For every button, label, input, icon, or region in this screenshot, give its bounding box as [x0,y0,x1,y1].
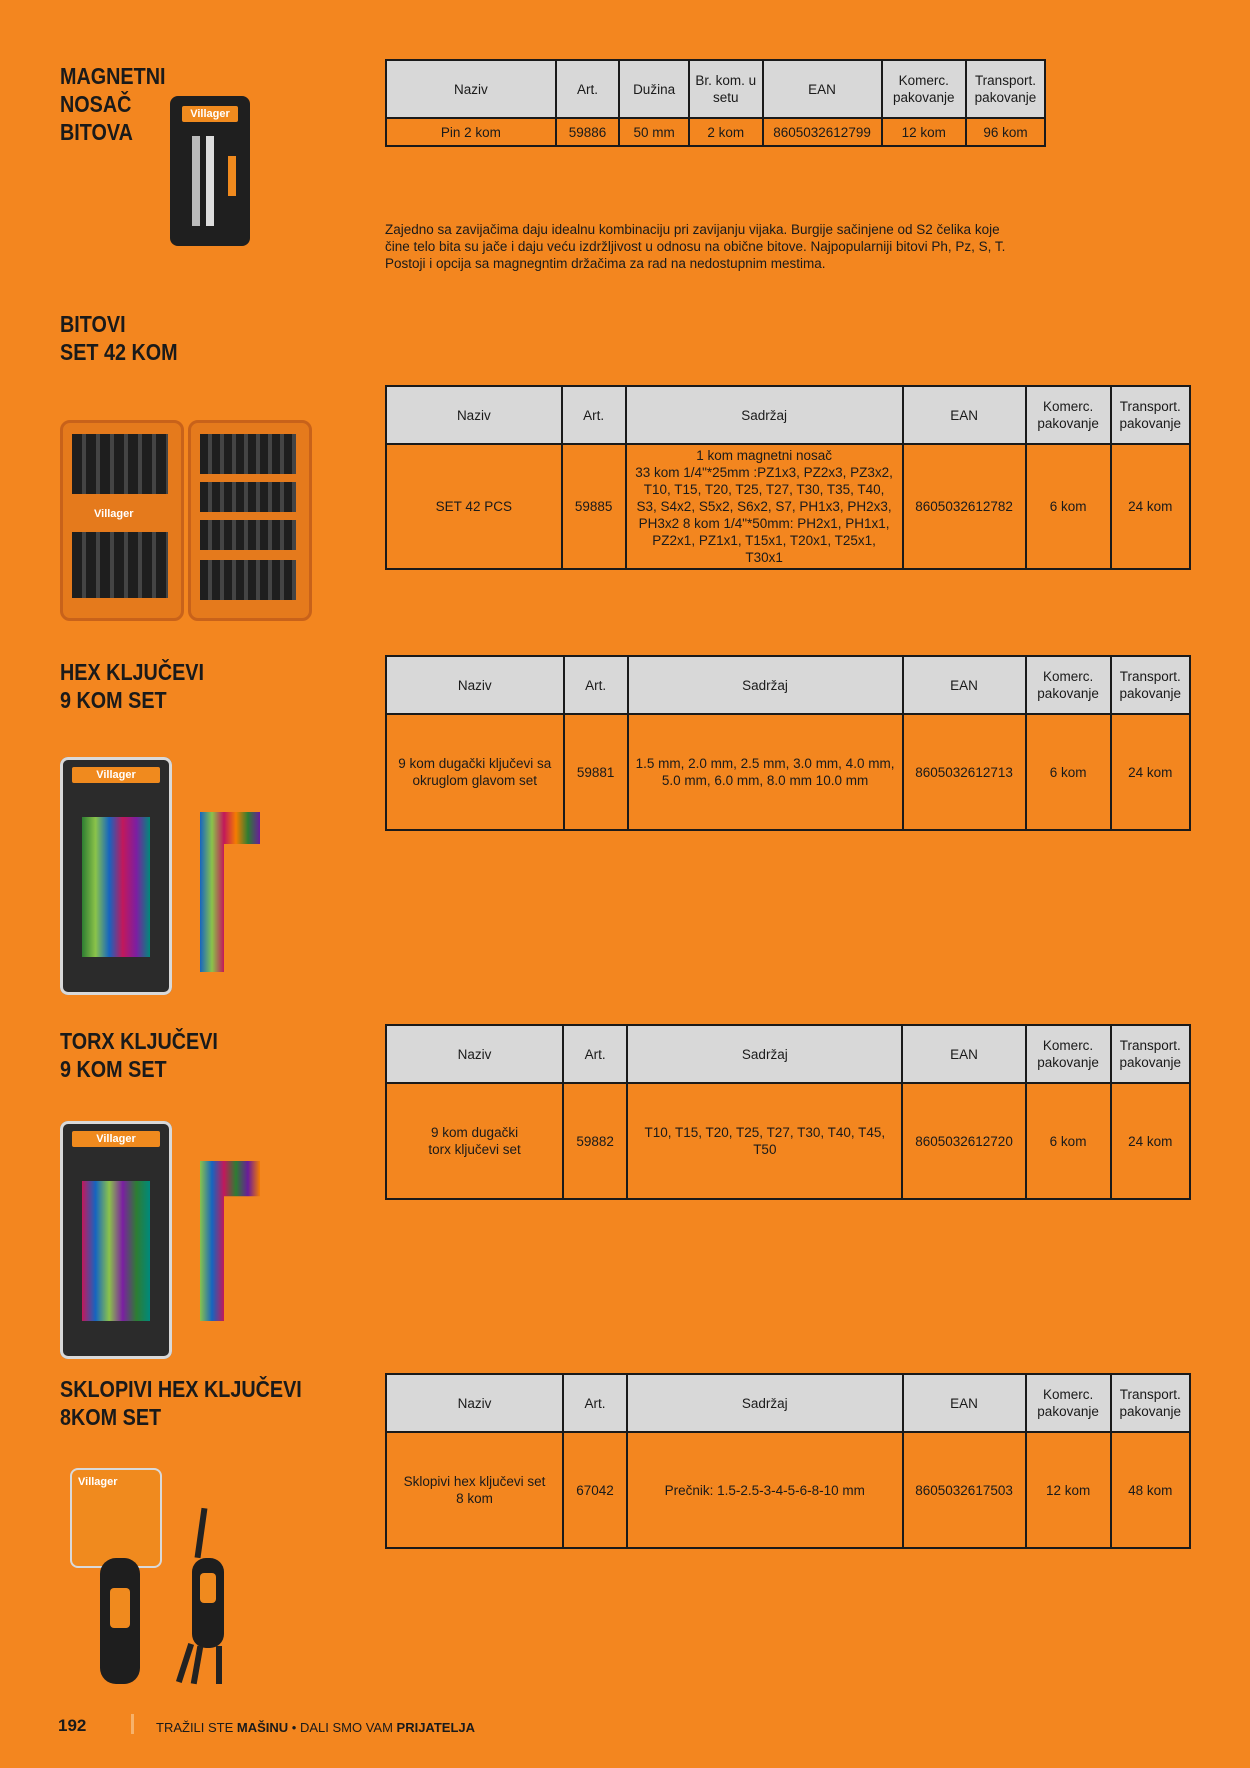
header-duzina: Dužina [619,60,689,118]
cell-komerc: 6 kom [1026,714,1111,830]
header-ean: EAN [903,386,1026,444]
cell-transport: 24 kom [1111,714,1190,830]
footer-slogan [156,1720,475,1735]
cell-br-kom: 2 kom [689,118,763,146]
bit-set-case-image [60,420,310,615]
cell-transport: 24 kom [1111,444,1190,569]
header-naziv: Naziv [386,60,556,118]
section-title: HEX KLJUČEVI 9 KOM SET [60,659,204,713]
cell-transport: 24 kom [1111,1083,1190,1199]
header-ean: EAN [763,60,882,118]
product-description: Zajedno sa zavijačima daju idealnu kombinaciju pri zavijanju vijaka. Burgije sačinjene od S2 čelika koje čine telo bita su jače i daju veću izdržljivost u odnosu na obične bitove. Najpopularniji bitovi Ph, Pz, S, T. Postoji i opcija sa magnegntim držačima za rad na nedostupnim mestima. [385,222,1006,271]
cell-ean: 8605032612799 [763,118,882,146]
header-transport: Transport. pakovanje [1111,1025,1190,1083]
header-br-kom: Br. kom. u setu [689,60,763,118]
cell-komerc: 6 kom [1026,1083,1111,1199]
footer-divider [131,1714,134,1734]
cell-ean: 8605032612720 [902,1083,1025,1199]
cell-duzina: 50 mm [619,118,689,146]
spec-table [385,385,1191,570]
cell-sadrzaj: T10, T15, T20, T25, T27, T30, T40, T45, T50 [627,1083,902,1199]
cell-naziv: 9 kom dugački ključevi sa okruglom glavom set [386,714,564,830]
cell-transport: 96 kom [966,118,1045,146]
header-transport: Transport. pakovanje [1111,1374,1190,1432]
section-title: SKLOPIVI HEX KLJUČEVI 8KOM SET [60,1376,302,1430]
brand-label: Villager [182,106,238,122]
header-art: Art. [563,1025,627,1083]
header-naziv: Naziv [386,386,562,444]
header-sadrzaj: Sadržaj [627,1374,903,1432]
section-title: MAGNETNI NOSAČ BITOVA [60,63,166,145]
cell-komerc: 12 kom [1026,1432,1111,1548]
cell-transport: 48 kom [1111,1432,1190,1548]
header-sadrzaj: Sadržaj [626,386,903,444]
header-ean: EAN [903,656,1026,714]
cell-art: 59886 [556,118,619,146]
bit-holder-package-image [170,96,250,246]
footer-text-2: MAŠINU [236,1720,289,1735]
brand-label: Villager [94,508,134,520]
cell-ean: 8605032612713 [903,714,1026,830]
torx-key-set-image [60,1121,280,1359]
cell-naziv: 9 kom dugački torx ključevi set [386,1083,563,1199]
header-art: Art. [564,656,628,714]
footer-text-4: PRIJATELJA [396,1720,476,1735]
cell-sadrzaj: 1 kom magnetni nosač 33 kom 1/4"*25mm :PZ1x3, PZ2x3, PZ3x2, T10, T15, T20, T25, T27, T30, T35, T40, S3, S4x2, S5x2, S6x2, S7, PH1x3, PH2x3, PH3x2 8 kom 1/4"*50mm: PH2x1, PH1x1, PZ2x1, PZ1x1, T15x1, T20x1, T25x1, T30x1 [626,444,903,569]
header-transport: Transport. pakovanje [1111,656,1190,714]
cell-komerc: 6 kom [1026,444,1111,569]
header-art: Art. [563,1374,627,1432]
header-ean: EAN [903,1374,1026,1432]
header-art: Art. [562,386,626,444]
section-title: TORX KLJUČEVI 9 KOM SET [60,1028,218,1082]
header-komerc: Komerc. pakovanje [1026,1374,1111,1432]
hex-key-set-image [60,757,280,995]
brand-label: Villager [72,1131,160,1147]
cell-art: 59882 [563,1083,627,1199]
cell-art: 59881 [564,714,628,830]
cell-sadrzaj: 1.5 mm, 2.0 mm, 2.5 mm, 3.0 mm, 4.0 mm, 5.0 mm, 6.0 mm, 8.0 mm 10.0 mm [628,714,903,830]
header-komerc: Komerc. pakovanje [1026,386,1111,444]
header-naziv: Naziv [386,1025,563,1083]
cell-komerc: 12 kom [882,118,966,146]
cell-ean: 8605032617503 [903,1432,1026,1548]
brand-label: Villager [72,767,160,783]
page-number: 192 [58,1716,87,1735]
cell-art: 67042 [563,1432,627,1548]
header-sadrzaj: Sadržaj [627,1025,902,1083]
cell-ean: 8605032612782 [903,444,1026,569]
section-title: BITOVI SET 42 KOM [60,311,178,365]
spec-table [385,1373,1191,1549]
footer-text-1: TRAŽILI STE [156,1720,237,1735]
footer-text-3: • DALI SMO VAM [288,1720,397,1735]
header-transport: Transport. pakovanje [1111,386,1190,444]
header-transport: Transport. pakovanje [966,60,1045,118]
header-sadrzaj: Sadržaj [628,656,903,714]
header-naziv: Naziv [386,1374,563,1432]
folding-hex-set-image [70,1468,270,1684]
spec-table [385,59,1046,147]
spec-table [385,1024,1191,1200]
cell-sadrzaj: Prečnik: 1.5-2.5-3-4-5-6-8-10 mm [627,1432,903,1548]
brand-label: Villager [78,1476,118,1488]
header-art: Art. [556,60,619,118]
cell-naziv: Pin 2 kom [386,118,556,146]
header-komerc: Komerc. pakovanje [882,60,966,118]
spec-table [385,655,1191,831]
cell-naziv: Sklopivi hex ključevi set 8 kom [386,1432,563,1548]
header-komerc: Komerc. pakovanje [1026,1025,1111,1083]
header-komerc: Komerc. pakovanje [1026,656,1111,714]
header-naziv: Naziv [386,656,564,714]
cell-naziv: SET 42 PCS [386,444,562,569]
header-ean: EAN [902,1025,1025,1083]
cell-art: 59885 [562,444,626,569]
